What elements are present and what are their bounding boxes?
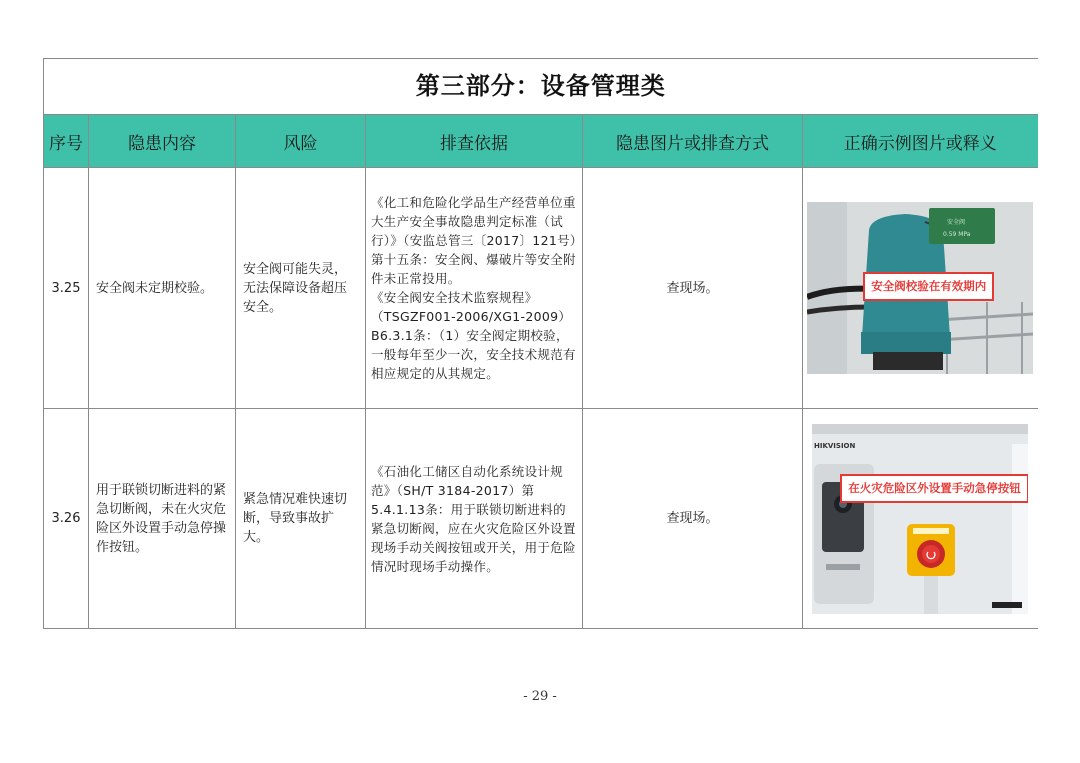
table-row (44, 409, 1038, 629)
svg-text:0.59 MPa: 0.59 MPa (943, 231, 971, 238)
image-callout-valve: 安全阀校验在有效期内 (863, 272, 994, 301)
safety-valve-photo (807, 202, 1033, 374)
row-number: 3.25 (44, 168, 89, 409)
risk-text: 紧急情况难快速切断，导致事故扩大。 (236, 409, 366, 629)
page-number: - 29 - (523, 689, 557, 704)
image-callout-button: 在火灾危险区外设置手动急停按钮 (840, 474, 1028, 503)
col-header-content: 隐患内容 (89, 115, 236, 168)
col-header-basis: 排查依据 (366, 115, 583, 168)
example-image-cell (803, 409, 1038, 629)
example-image-cell (803, 168, 1038, 409)
header-row (44, 115, 1038, 168)
risk-text: 安全阀可能失灵，无法保障设备超压安全。 (236, 168, 366, 409)
table-row (44, 168, 1038, 409)
basis-text: 《化工和危险化学品生产经营单位重大生产安全事故隐患判定标准（试行）》（安监总管三〔2017〕121号）第十五条：安全阀、爆破片等安全附件未正常投用。 《安全阀安全技术监察规程》（TSGZF001-2006/XG1-2009）B6.3.1条：（1）安全阀定期校验，一般每年至少一次，安全技术规范有相应规定的从其规定。 (366, 168, 583, 409)
col-header-method: 隐患图片或排查方式 (583, 115, 803, 168)
section-title: 第三部分：设备管理类 (44, 59, 1038, 115)
check-method: 查现场。 (583, 409, 803, 629)
row-number: 3.26 (44, 409, 89, 629)
hazard-content: 用于联锁切断进料的紧急切断阀，未在火灾危险区外设置手动急停操作按钮。 (89, 409, 236, 629)
hazard-table-container (43, 58, 1037, 629)
check-method: 查现场。 (583, 168, 803, 409)
basis-text: 《石油化工储区自动化系统设计规范》（SH/T 3184-2017）第5.4.1.13条：用于联锁切断进料的紧急切断阀，应在火灾危险区外设置现场手动关阀按钮或开关，用于危险情况时现场手动操作。 (366, 409, 583, 629)
svg-text:HIKVISION: HIKVISION (814, 441, 856, 450)
col-header-example: 正确示例图片或释义 (803, 115, 1038, 168)
col-header-number: 序号 (44, 115, 89, 168)
hazard-table (43, 58, 1038, 629)
hazard-content: 安全阀未定期校验。 (89, 168, 236, 409)
svg-text:安全阀: 安全阀 (947, 219, 966, 226)
emergency-button-photo (812, 424, 1028, 614)
emergency-button-illustration (812, 424, 1028, 614)
col-header-risk: 风险 (236, 115, 366, 168)
